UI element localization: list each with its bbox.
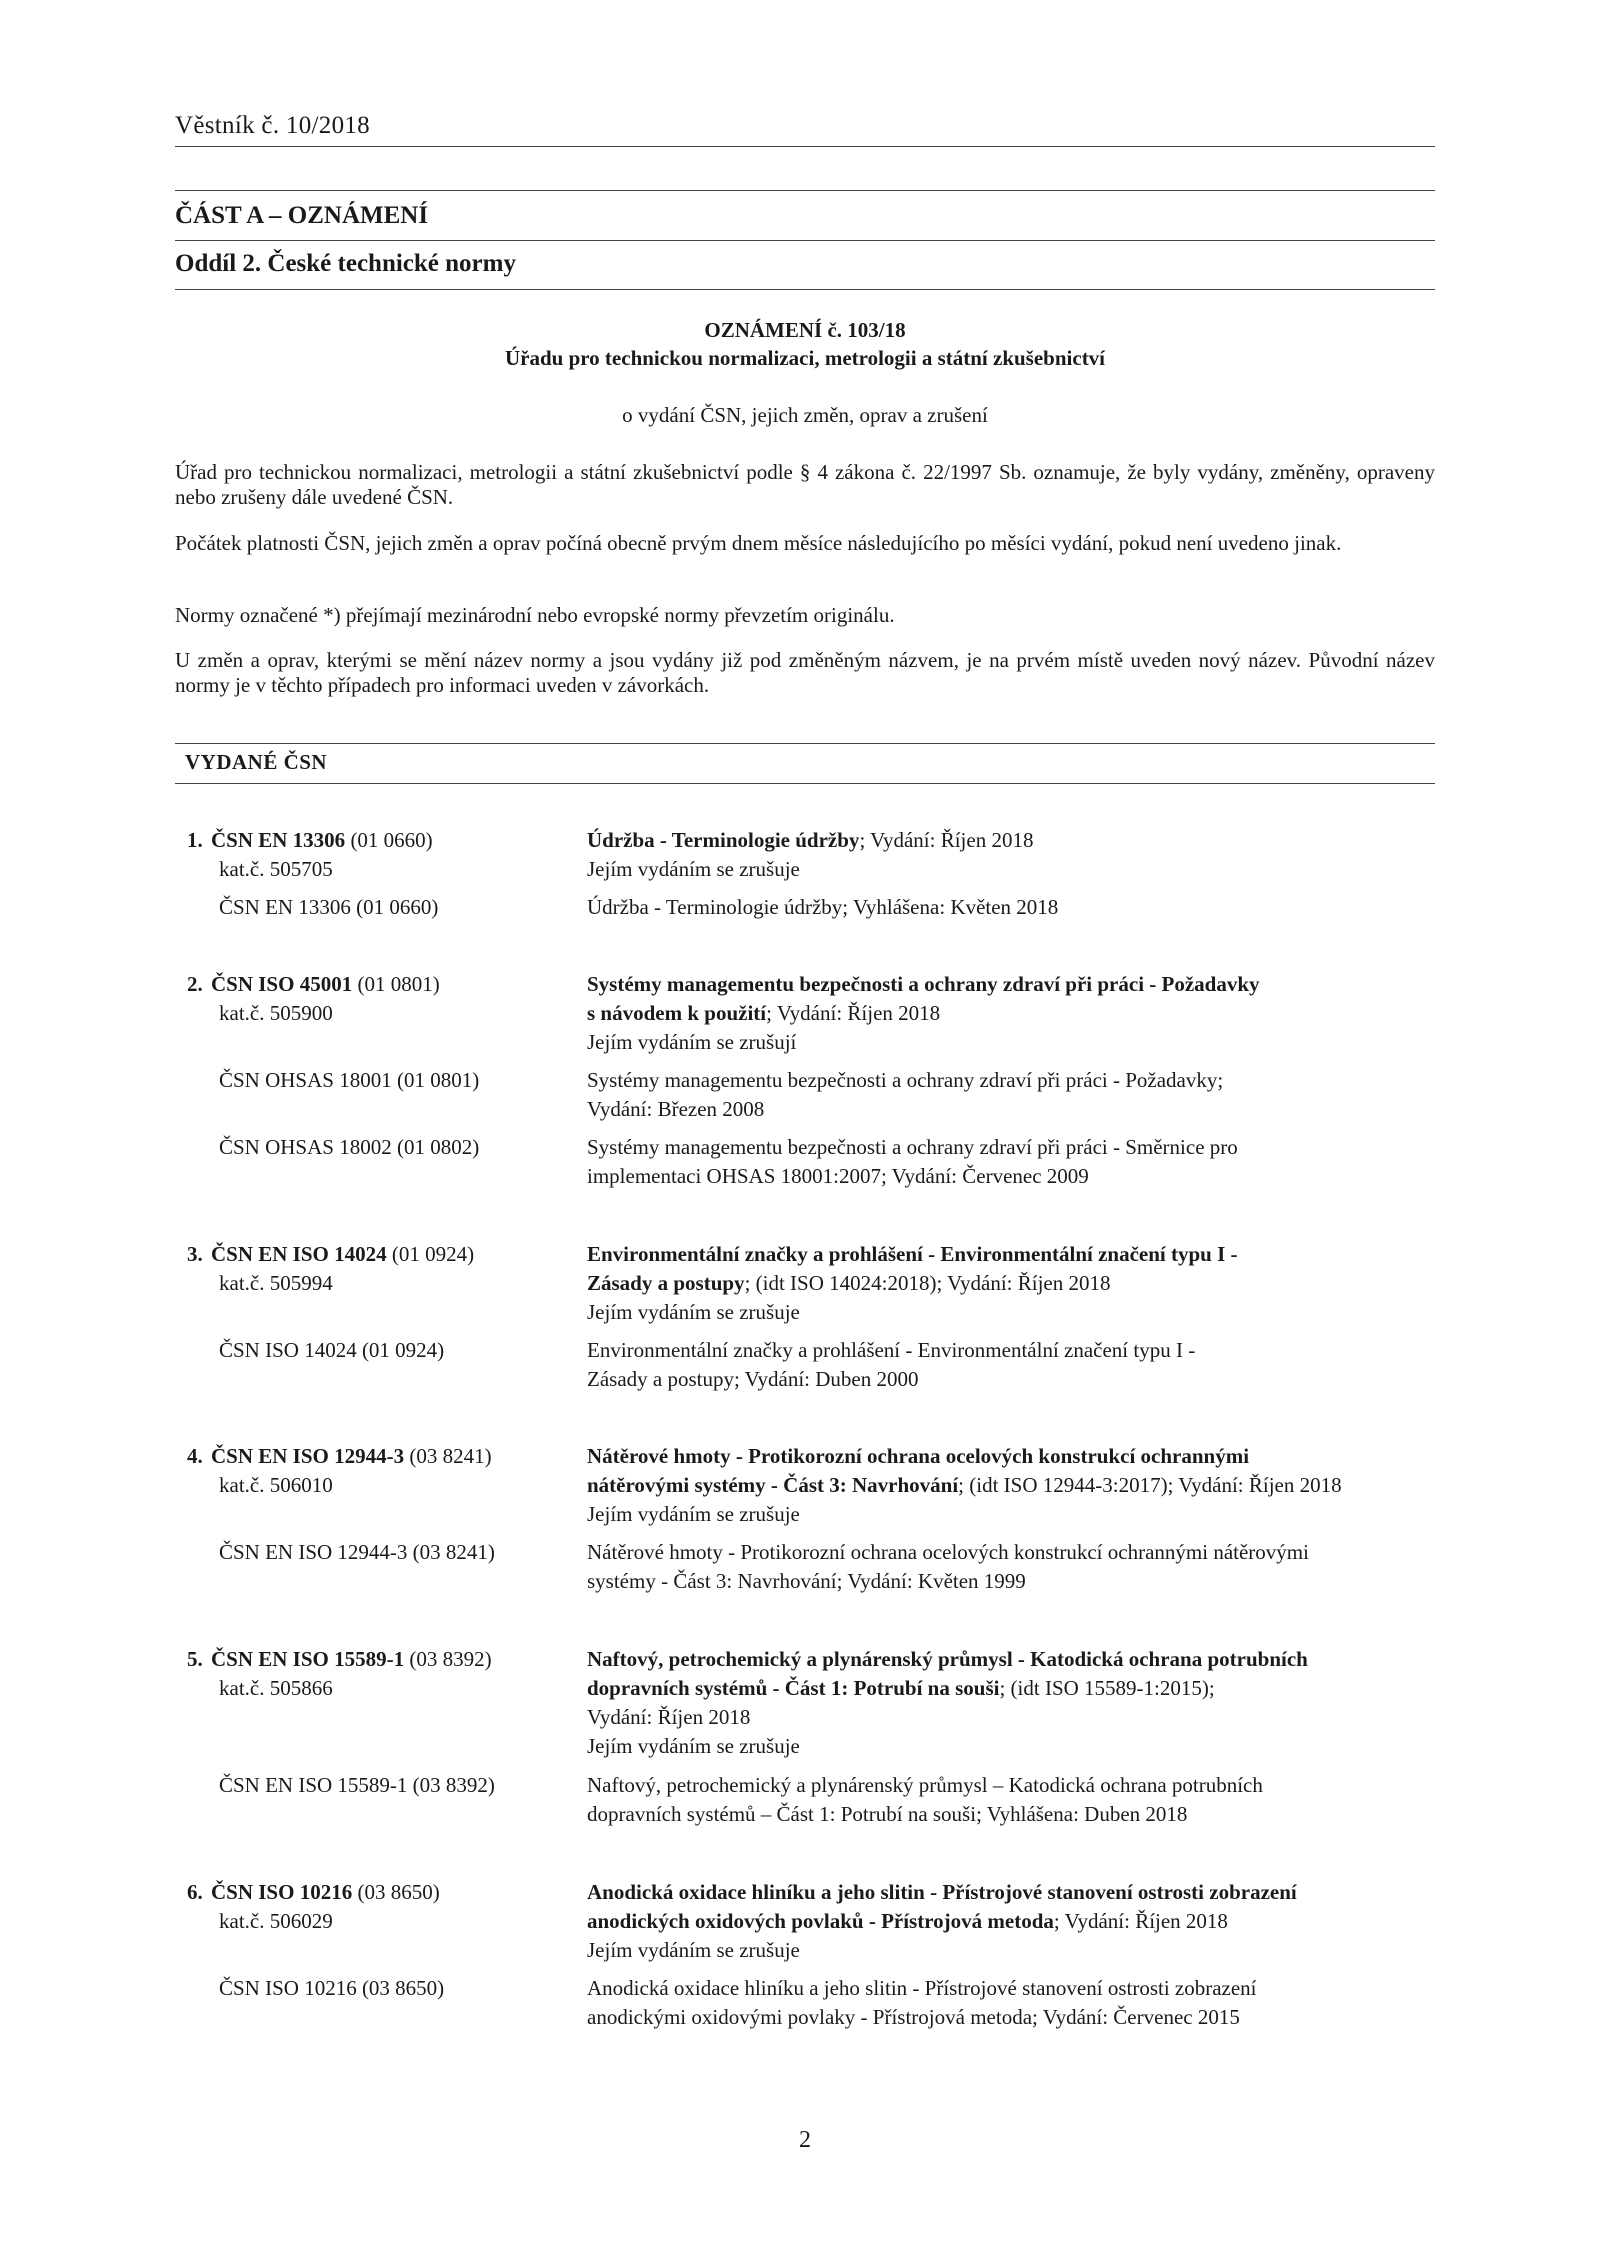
replaced-title-line: dopravních systémů – Část 1: Potrubí na souši; Vyhlášena: Duben 2018 (587, 1802, 1188, 1826)
standard-code: ČSN EN ISO 14024 (211, 1242, 387, 1266)
entry-id (187, 1645, 567, 1703)
catalog-number: kat.č. 505994 (219, 1271, 333, 1295)
standard-code: ČSN EN ISO 15589-1 (211, 1647, 405, 1671)
intro-paragraph: Úřad pro technickou normalizaci, metrologii a státní zkušebnictví podle § 4 zákona č. 22/1997 Sb. oznamuje, že byly vydány, změněny, opraveny nebo zrušeny dále uvedené ČSN. (175, 460, 1435, 509)
replaced-title-line: anodickými oxidovými povlaky - Přístrojová metoda; Vydání: Červenec 2015 (587, 2005, 1240, 2029)
entry-number: 3. (187, 1242, 203, 1266)
entry-title (587, 1442, 1447, 1529)
catalog-number: kat.č. 506010 (219, 1473, 333, 1497)
catalog-number: kat.č. 505705 (219, 857, 333, 881)
replaced-title (587, 1538, 1447, 1596)
title-bold: Naftový, petrochemický a plynárenský průmysl - Katodická ochrana potrubních (587, 1647, 1308, 1671)
title-bold: Anodická oxidace hliníku a jeho slitin - Přístrojové stanovení ostrosti zobrazení (587, 1880, 1297, 1904)
cancel-note: Jejím vydáním se zrušuje (587, 1300, 800, 1324)
adoption-paragraph: Normy označené *) přejímají mezinárodní nebo evropské normy převzetím originálu. (175, 603, 895, 627)
replaced-title-line: Zásady a postupy; Vydání: Duben 2000 (587, 1367, 919, 1391)
issued-rule-bottom (175, 783, 1435, 784)
replaced-title-line: Environmentální značky a prohlášení - Environmentální značení typu I - (587, 1338, 1196, 1362)
section-title: Oddíl 2. České technické normy (175, 250, 516, 277)
title-bold: Zásady a postupy (587, 1271, 745, 1295)
standard-code: ČSN ISO 45001 (211, 972, 353, 996)
entry-id (187, 1878, 567, 1936)
title-bold: Environmentální značky a prohlášení - Environmentální značení typu I - (587, 1242, 1238, 1266)
replaced-title (587, 1974, 1447, 2032)
standard-class: (03 8392) (409, 1647, 492, 1671)
notice-subject: o vydání ČSN, jejich změn, oprav a zrušení (622, 403, 988, 427)
title-rest: ; Vydání: Říjen 2018 (1053, 1909, 1228, 1933)
entry-number: 5. (187, 1647, 203, 1671)
title-rest: ; (idt ISO 15589-1:2015); (999, 1676, 1215, 1700)
replaced-title-line: Vydání: Březen 2008 (587, 1097, 765, 1121)
entry-title (587, 826, 1447, 884)
replaced-code: ČSN ISO 14024 (01 0924) (219, 1338, 445, 1362)
replaced-title-line: Údržba - Terminologie údržby; Vyhlášena: Květen 2018 (587, 895, 1059, 919)
replaced-code: ČSN EN ISO 15589-1 (03 8392) (219, 1773, 495, 1797)
cancel-note: Jejím vydáním se zrušuje (587, 1938, 800, 1962)
part-rule-bottom (175, 240, 1435, 241)
replaced-code: ČSN ISO 10216 (03 8650) (219, 1976, 445, 2000)
entry-number: 4. (187, 1444, 203, 1468)
entry-title (587, 1645, 1447, 1761)
replaced-title-line: systémy - Část 3: Navrhování; Vydání: Květen 1999 (587, 1569, 1026, 1593)
replaced-title-line: Systémy managementu bezpečnosti a ochrany zdraví při práci - Směrnice pro (587, 1135, 1238, 1159)
entry-number: 6. (187, 1880, 203, 1904)
replaced-title-line: Nátěrové hmoty - Protikorozní ochrana ocelových konstrukcí ochrannými nátěrovými (587, 1540, 1309, 1564)
issued-rule-top (175, 743, 1435, 744)
replaced-title (587, 1133, 1447, 1191)
title-rest: ; (idt ISO 12944-3:2017); Vydání: Říjen 2018 (958, 1473, 1342, 1497)
entry-id (187, 970, 567, 1028)
validity-paragraph: Počátek platnosti ČSN, jejich změn a oprav počíná obecně prvým dnem měsíce následujícího po měsíci vydání, pokud není uvedeno jinak. (175, 531, 1342, 555)
changes-paragraph: U změn a oprav, kterými se mění název normy a jsou vydány již pod změněným názvem, je na prvém místě uveden nový název. Původní název normy je v těchto případech pro informaci uveden v závorkách. (175, 648, 1435, 697)
cancel-note: Jejím vydáním se zrušuje (587, 1502, 800, 1526)
entry-title (587, 970, 1447, 1057)
catalog-number: kat.č. 505866 (219, 1676, 333, 1700)
title-line: Vydání: Říjen 2018 (587, 1705, 751, 1729)
title-rest: ; Vydání: Říjen 2018 (766, 1001, 941, 1025)
header-rule (175, 146, 1435, 147)
replaced-title-line: Anodická oxidace hliníku a jeho slitin - Přístrojové stanovení ostrosti zobrazení (587, 1976, 1257, 2000)
entry-id (187, 826, 567, 884)
title-bold: Údržba - Terminologie údržby (587, 828, 860, 852)
issued-section-title: VYDANÉ ČSN (185, 750, 328, 774)
part-title: ČÁST A – OZNÁMENÍ (175, 202, 429, 229)
replaced-title (587, 1066, 1447, 1124)
notice-authority: Úřadu pro technickou normalizaci, metrologii a státní zkušebnictví (504, 346, 1106, 370)
notice-number: OZNÁMENÍ č. 103/18 (704, 318, 906, 342)
cancel-note: Jejím vydáním se zrušuje (587, 857, 800, 881)
replaced-code: ČSN EN ISO 12944-3 (03 8241) (219, 1540, 495, 1564)
replaced-title-line: Systémy managementu bezpečnosti a ochrany zdraví při práci - Požadavky; (587, 1068, 1224, 1092)
title-bold: nátěrovými systémy - Část 3: Navrhování (587, 1473, 959, 1497)
standard-code: ČSN ISO 10216 (211, 1880, 353, 1904)
replaced-code: ČSN OHSAS 18002 (01 0802) (219, 1135, 480, 1159)
standard-class: (01 0924) (391, 1242, 475, 1266)
entry-id (187, 1442, 567, 1500)
replaced-title (587, 1336, 1447, 1394)
title-rest: ; Vydání: Říjen 2018 (859, 828, 1034, 852)
replaced-title (587, 893, 1447, 922)
part-rule-top (175, 190, 1435, 191)
document-page (175, 0, 1435, 2263)
cancel-note: Jejím vydáním se zrušují (587, 1030, 797, 1054)
entry-title (587, 1878, 1447, 1965)
replaced-title-line: Naftový, petrochemický a plynárenský průmysl – Katodická ochrana potrubních (587, 1773, 1263, 1797)
title-bold: Systémy managementu bezpečnosti a ochrany zdraví při práci - Požadavky (587, 972, 1260, 996)
entry-title (587, 1240, 1447, 1327)
replaced-title (587, 1771, 1447, 1829)
cancel-note: Jejím vydáním se zrušuje (587, 1734, 800, 1758)
standard-class: (03 8241) (409, 1444, 492, 1468)
entry-number: 2. (187, 972, 203, 996)
title-rest: ; (idt ISO 14024:2018); Vydání: Říjen 2018 (744, 1271, 1111, 1295)
catalog-number: kat.č. 505900 (219, 1001, 333, 1025)
standard-code: ČSN EN 13306 (211, 828, 346, 852)
replaced-code: ČSN EN 13306 (01 0660) (219, 895, 439, 919)
title-bold: dopravních systémů - Část 1: Potrubí na souši (587, 1676, 1000, 1700)
section-rule (175, 289, 1435, 290)
journal-header: Věstník č. 10/2018 (175, 112, 370, 139)
standard-class: (01 0801) (357, 972, 440, 996)
standard-code: ČSN EN ISO 12944-3 (211, 1444, 405, 1468)
standard-class: (01 0660) (350, 828, 433, 852)
catalog-number: kat.č. 506029 (219, 1909, 333, 1933)
replaced-code: ČSN OHSAS 18001 (01 0801) (219, 1068, 480, 1092)
standard-class: (03 8650) (357, 1880, 440, 1904)
title-bold: s návodem k použití (587, 1001, 767, 1025)
title-bold: Nátěrové hmoty - Protikorozní ochrana ocelových konstrukcí ochrannými (587, 1444, 1250, 1468)
replaced-title-line: implementaci OHSAS 18001:2007; Vydání: Červenec 2009 (587, 1164, 1089, 1188)
entry-id (187, 1240, 567, 1298)
page-number: 2 (799, 2127, 811, 2153)
title-bold: anodických oxidových povlaků - Přístrojová metoda (587, 1909, 1054, 1933)
entry-number: 1. (187, 828, 203, 852)
